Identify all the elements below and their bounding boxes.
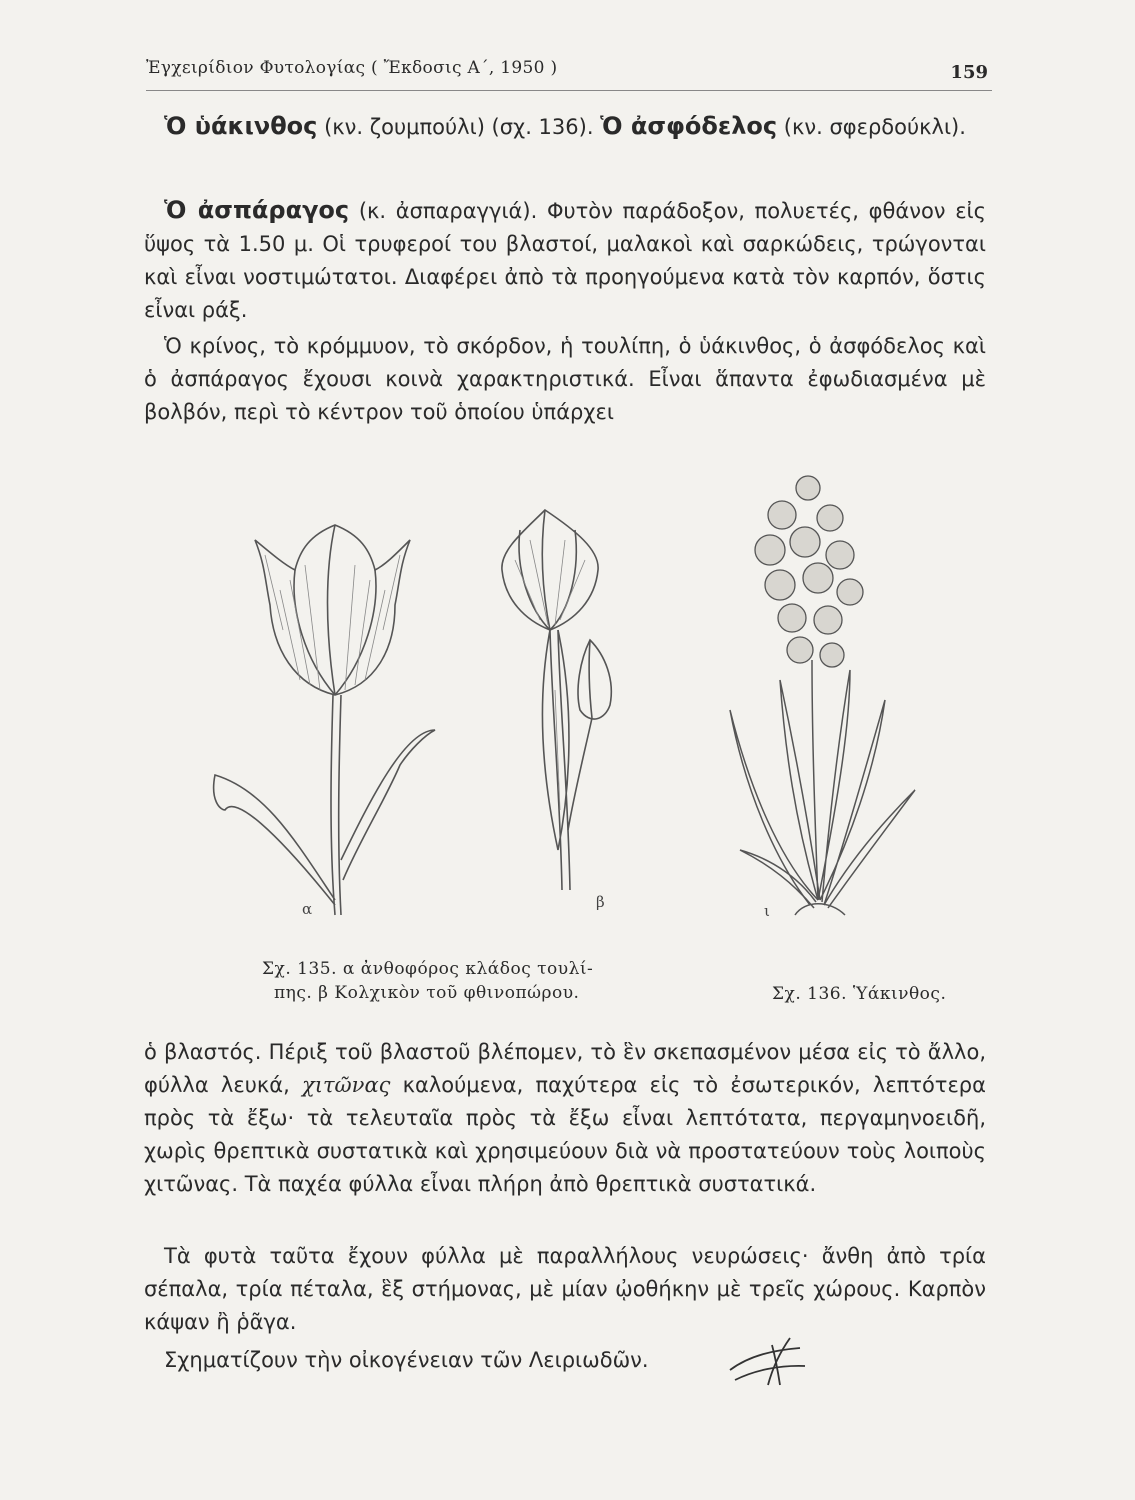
page-number: 159	[950, 62, 988, 83]
term-asparagus: Ὁ ἀσπάραγος	[164, 196, 350, 224]
paragraph-bulb-structure	[144, 1036, 986, 1201]
figure-label-c: ι	[764, 902, 770, 920]
term-asphodel: Ὁ ἀσφόδελος	[600, 112, 778, 140]
paragraph-common-features: Ὁ κρίνος, τὸ κρόμμυον, τὸ σκόρδον, ἡ τουλίπη, ὁ ὑάκινθος, ὁ ἀσφόδελος καὶ ὁ ἀσπάραγος ἔχουσι κοινὰ χαρακτηριστικά. Εἶναι ἅπαντα ἐφωδιασμένα μὲ βολβόν, περὶ τὸ κέντρον τοῦ ὁποίου ὑπάρχει	[144, 334, 986, 424]
caption-figure-136: Σχ. 136. Ὑάκινθος.	[772, 984, 947, 1004]
paragraph-asparagus	[144, 194, 986, 327]
header-rule	[146, 90, 992, 91]
paragraph-family: Σχηματίζουν τὴν οἰκογένειαν τῶν Λειριωδῶν.	[164, 1348, 649, 1372]
page-header	[146, 46, 992, 90]
term-hyacinth: Ὁ ὑάκινθος	[164, 112, 318, 140]
caption-135-line2: πης. β Κολχικὸν τοῦ φθινοπώρου.	[274, 983, 580, 1003]
paragraph-text: καλούμενα, παχύτερα εἰς τὸ ἐσωτερικόν, λεπτότερα πρὸς τὰ ἔξω· τὰ τελευταῖα πρὸς τὰ ἔξω εἶναι λεπτότατα, περγαμηνοειδῆ, χωρὶς θρεπτικὰ συστατικὰ καὶ χρησιμεύουν διὰ νὰ προστατεύουν τοὺς λοιποὺς χιτῶνας. Τὰ παχέα φύλλα εἶναι πλήρη ἀπὸ θρεπτικὰ συστατικά.	[144, 1073, 986, 1196]
caption-figure-135	[262, 957, 593, 1005]
colchicum-illustration	[480, 490, 630, 910]
figure-label-a: α	[302, 900, 313, 918]
paragraph-flower-features: Τὰ φυτὰ ταῦτα ἔχουν φύλλα μὲ παραλλήλους νευρώσεις· ἄνθη ἀπὸ τρία σέπαλα, τρία πέταλα, ἓξ στήμονας, μὲ μίαν ᾠοθήκην μὲ τρεῖς χώρους. Καρπὸν κάψαν ἢ ῥᾶγα.	[144, 1244, 986, 1334]
caption-135-line1: Σχ. 135. α ἀνθοφόρος κλάδος τουλί-	[262, 959, 594, 979]
term-tunics: χιτῶνας	[301, 1073, 391, 1097]
paragraph-hyacinth	[144, 110, 986, 144]
hyacinth-illustration	[700, 460, 930, 930]
figure-label-b: β	[596, 893, 605, 911]
pencil-mark-icon	[720, 1330, 810, 1390]
paragraph-text: ὁ βλαστός. Πέριξ τοῦ βλαστοῦ βλέπομεν, τὸ ἓν σκεπασμένον μέσα εἰς τὸ ἄλλο, φύλλα λευκά,	[144, 1040, 986, 1097]
paragraph-text: (κν. σφερδούκλι).	[777, 115, 966, 139]
paragraph-text: (κν. ζουμπούλι) (σχ. 136).	[317, 115, 601, 139]
paragraph-text: (κ. ἀσπαραγγιά). Φυτὸν παράδοξον, πολυετές, φθάνον εἰς ὕψος τὰ 1.50 μ. Οἱ τρυφεροί του βλαστοί, μαλακοὶ καὶ σαρκώδεις, τρώγονται καὶ εἶναι νοστιμώτατοι. Διαφέρει ἀπὸ τὰ προηγούμενα κατὰ τὸν καρπόν, ὅστις εἶναι ράξ.	[144, 199, 986, 322]
tulip-illustration	[195, 510, 445, 930]
running-title: Ἐγχειρίδιον Φυτολογίας ( Ἔκδοσις Α΄, 1950 )	[146, 58, 558, 78]
